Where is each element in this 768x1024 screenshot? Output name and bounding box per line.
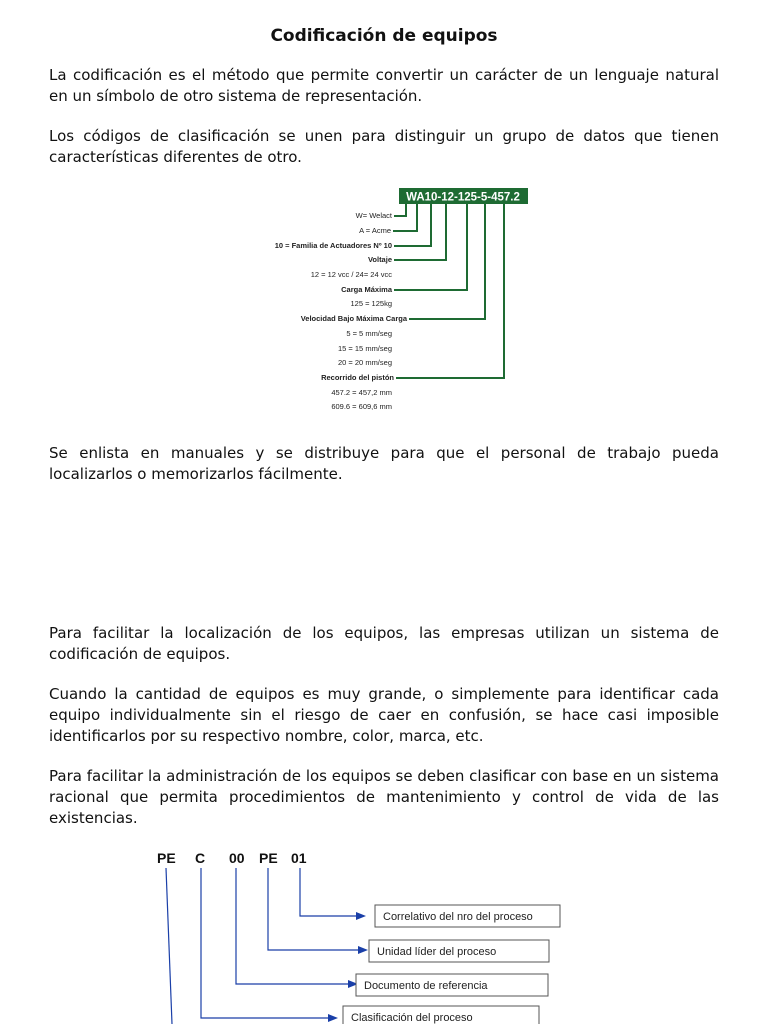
paragraph-codigos: Los códigos de clasificación se unen para distinguir un grupo de datos que tienen características diferentes de otro. [49,127,719,166]
code-text: WA10-12-125-5-457.2 [406,191,520,204]
paragraph-facilitar-administracion: Para facilitar la administración de los equipos se deben clasificar con base en un sistema racional que permita procedimientos de mantenimiento y control de vida de las existencias. [49,767,719,827]
label-velocidad-20: 20 = 20 mm/seg [338,358,392,367]
label-carga-value: 125 = 125kg [350,299,392,308]
box-unidad-lider-label: Unidad líder del proceso [377,946,497,958]
code-part-pe-2: PE [259,850,278,866]
label-velocidad-5: 5 = 5 mm/seg [346,329,392,338]
label-acme: A = Acme [359,226,391,235]
label-recorrido-609: 609.6 = 609,6 mm [331,402,392,411]
paragraph-facilitar-localizacion: Para facilitar la localización de los equipos, las empresas utilizan un sistema de codificación de equipos. [49,624,719,663]
label-carga-maxima: Carga Máxima [341,285,392,294]
label-voltaje-values: 12 = 12 vcc / 24= 24 vcc [310,270,392,279]
code-part-pe: PE [157,850,176,866]
label-recorrido: Recorrido del pistón [321,373,394,382]
code-part-01: 01 [291,850,307,866]
box-clasificacion-label: Clasificación del proceso [351,1012,473,1024]
process-code-diagram [150,846,570,1024]
box-correlativo-label: Correlativo del nro del proceso [383,911,533,923]
code-part-c: C [195,850,206,866]
label-velocidad: Velocidad Bajo Máxima Carga [300,314,407,323]
paragraph-cantidad-equipos: Cuando la cantidad de equipos es muy grande, o simplemente para identificar cada equipo individualmente sin el riesgo de caer en confusión, se hace casi imposible identificarlos por su respectivo nombre, color, marca, etc. [49,685,719,745]
label-recorrido-457: 457.2 = 457,2 mm [331,388,392,397]
paragraph-enlista: Se enlista en manuales y se distribuye para que el personal de trabajo pueda localizarlos o memorizarlos fácilmente. [49,444,719,483]
code-diagram [250,186,540,416]
label-welact: W= Welact [355,211,392,220]
label-familia: 10 = Familia de Actuadores Nº 10 [274,241,392,250]
label-voltaje: Voltaje [367,255,392,264]
arrow-lines [166,868,360,1024]
page-title: Codificación de equipos [270,26,498,46]
paragraph-codificacion: La codificación es el método que permite convertir un carácter de un lenguaje natural en un símbolo de otro sistema de representación. [49,66,719,105]
connector-lines [393,204,504,378]
label-velocidad-15: 15 = 15 mm/seg [338,344,392,353]
box-documento-label: Documento de referencia [364,980,488,992]
code-part-00: 00 [229,850,245,866]
